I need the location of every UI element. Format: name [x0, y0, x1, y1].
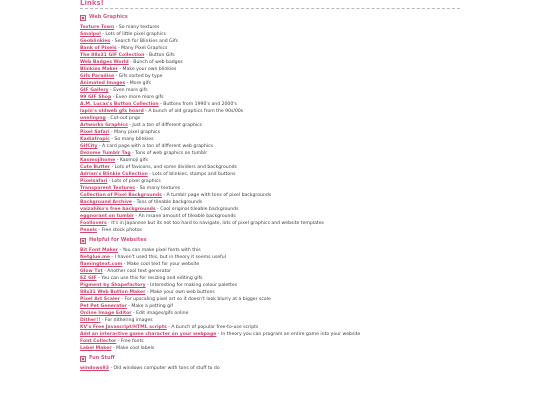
section — [80, 13, 460, 234]
link[interactable]: Dither!! — [80, 318, 101, 323]
list-item — [80, 324, 460, 331]
link[interactable]: Font Collector — [80, 339, 117, 344]
list-item — [80, 59, 460, 66]
link[interactable]: Pigment by Shapefactory — [80, 283, 146, 288]
list-item — [80, 275, 460, 282]
links-page — [80, 0, 460, 372]
list-item — [80, 94, 460, 101]
link-description: - Gifs sorted by type — [114, 74, 163, 79]
list-item — [80, 136, 460, 143]
list-item — [80, 247, 460, 254]
link-description: - Cool original tileable backgrounds — [155, 207, 239, 212]
list-item — [80, 227, 460, 234]
link-description: - Edit images/gifs online — [131, 311, 189, 316]
list-item — [80, 87, 460, 94]
list-item — [80, 206, 460, 213]
link-description: - Bunch of web badges — [128, 60, 183, 65]
section — [80, 354, 460, 372]
link[interactable]: Cute Butter — [80, 165, 111, 170]
link-description: - In theory you can program an entire game into your website — [216, 332, 361, 337]
list-item — [80, 143, 460, 150]
list-item — [80, 108, 460, 115]
section-title: Web Graphics — [89, 14, 128, 20]
link[interactable]: Label Maker — [80, 346, 112, 351]
list-item — [80, 31, 460, 38]
link-description: - A bunch of popular free-to-use scripts — [166, 325, 259, 330]
link[interactable]: Gifs Paradise — [80, 74, 115, 79]
link-description: - Old windows computer with tons of stuff to do — [108, 366, 220, 371]
section — [80, 236, 460, 352]
list-item — [80, 115, 460, 122]
list-item — [80, 338, 460, 345]
list-item — [80, 213, 460, 220]
link[interactable]: 99 GIF Shop — [80, 95, 112, 100]
list-item — [80, 296, 460, 303]
list-item — [80, 268, 460, 275]
link[interactable]: Netglue.me — [80, 255, 111, 260]
link[interactable]: Blinkies Maker — [80, 67, 118, 72]
link-description: - You can make pixel fonts with this — [118, 248, 201, 253]
link-description: - Many Pixel Graphics — [116, 46, 168, 51]
section-heading — [67, 236, 460, 245]
link-description: - For upscaling pixel art so it doesn't look blurry at a bigger scale — [119, 297, 271, 302]
link-description: - So many blinkies — [109, 137, 154, 142]
link[interactable]: Web Badges World — [80, 60, 129, 65]
list-item — [80, 66, 460, 73]
link[interactable]: Kaomojihome — [80, 158, 116, 163]
list-item — [80, 129, 460, 136]
list-item — [80, 122, 460, 129]
link[interactable]: KV's Free Javascript/HTML scripts — [80, 325, 167, 330]
list-item — [80, 157, 460, 164]
link[interactable]: Geoblinkies — [80, 39, 111, 44]
link[interactable]: Add an interactive game character on your webpage — [80, 332, 217, 337]
list-item — [80, 150, 460, 157]
section-heading — [67, 354, 460, 363]
link-list — [80, 247, 460, 352]
link-description: - Free stock photos — [96, 228, 142, 233]
link-description: - You can use this for resizing and editing gifs — [96, 276, 203, 281]
link[interactable]: flamingtext.com — [80, 262, 123, 267]
list-item — [80, 199, 460, 206]
link-description: - So many textures — [135, 186, 181, 191]
list-item — [80, 310, 460, 317]
link[interactable]: Pexels — [80, 228, 97, 233]
list-item — [80, 101, 460, 108]
link-description: - It's in Japanese but its not too hard to navigate, lots of pixel graphics and website templates — [106, 221, 324, 226]
link[interactable]: Pet Pet Generator — [80, 304, 127, 309]
link[interactable]: vaizahiko's free backgrounds — [80, 207, 156, 212]
link[interactable]: 88x31 Web Button Maker — [80, 290, 146, 295]
link[interactable]: eggnorant on tumblr — [80, 214, 134, 219]
link-description: - Lots of blinkies, stamps and buttons — [147, 172, 236, 177]
link[interactable]: Foollovers — [80, 221, 107, 226]
list-item — [80, 38, 460, 45]
link-description: - Interesting for making colour palettes — [145, 283, 238, 288]
link-description: - Buttons from 1990's and 2000's — [158, 102, 237, 107]
title-divider — [80, 8, 460, 9]
link[interactable]: Kadiatropic — [80, 137, 110, 142]
link-description: - More gifs — [125, 81, 151, 86]
link-description: - Many pixel graphics — [109, 130, 160, 135]
link-description: - Lots of pixel graphics — [107, 179, 161, 184]
link-description: - Make cool labels — [111, 346, 155, 351]
link[interactable]: Glow Txt — [80, 269, 103, 274]
link-description: - Cut-out pngs — [105, 116, 141, 121]
link[interactable]: Animated Images — [80, 81, 126, 86]
list-item — [80, 220, 460, 227]
list-item — [80, 178, 460, 185]
link[interactable]: Pixel Art Scaler — [80, 297, 120, 302]
list-item — [80, 282, 460, 289]
link-description: - A bunch of old graphics from the 90s/00s — [143, 109, 244, 114]
link-description: - For dithering images — [100, 318, 153, 323]
list-item — [80, 303, 460, 310]
list-item — [80, 317, 460, 324]
link[interactable]: Pixel Safari — [80, 130, 110, 135]
link-description: - Make your own blinkies — [117, 67, 177, 72]
link[interactable]: Online Image Editor — [80, 311, 132, 316]
link-description: - An insane amount of tileable backgrounds — [133, 214, 236, 219]
list-item — [80, 289, 460, 296]
list-item — [80, 331, 460, 338]
link-description: - Button Gifs — [144, 53, 175, 58]
link[interactable]: Pixelsafari — [80, 179, 108, 184]
link[interactable]: Artworks Graphics — [80, 123, 128, 128]
link[interactable]: Adrian's Blinkie Collection — [80, 172, 148, 177]
link[interactable]: Background Archive — [80, 200, 133, 205]
list-item — [80, 80, 460, 87]
link-description: - A card page with a ton of different web graphics — [97, 144, 214, 149]
list-item — [80, 73, 460, 80]
link[interactable]: Bank of Pixels — [80, 46, 117, 51]
link-description: - Lots of little pixel graphics — [100, 32, 166, 37]
link-description: - Tons of tileable backgrounds — [132, 200, 203, 205]
link[interactable]: Texture Town — [80, 25, 115, 30]
link-description: - Another cool text generator — [102, 269, 172, 274]
link-description: - Make cool text for your website — [122, 262, 200, 267]
link-description: - Make your own web buttons — [145, 290, 215, 295]
link[interactable]: lapin's oldweb gfx hoard — [80, 109, 144, 114]
link-description: - Make a petting gif — [126, 304, 173, 309]
link-description: - Just a ton of different graphics — [127, 123, 203, 128]
list-item — [80, 24, 460, 31]
sections-container — [80, 13, 460, 372]
list-item — [80, 45, 460, 52]
list-item — [80, 52, 460, 59]
list-item — [80, 164, 460, 171]
link-description: - Even more more gifs — [111, 95, 164, 100]
link-description: - So many textures — [114, 25, 160, 30]
link-description: - Search for Blinkies and Gifs — [110, 39, 179, 44]
link[interactable]: EZ GIF — [80, 276, 97, 281]
link[interactable]: GifCity — [80, 144, 98, 149]
link-list — [80, 365, 460, 372]
link-description: - Free fonts — [116, 339, 144, 344]
link[interactable]: onelinpng — [80, 116, 106, 121]
link[interactable]: windows93 — [80, 366, 109, 371]
link-description: - Kaomoji gifs — [115, 158, 148, 163]
link[interactable]: The 88x31 GIF Collection — [80, 53, 145, 58]
page-title: Links! — [80, 0, 104, 7]
link-description: - A tumblr page with tons of pixel backgrounds — [161, 193, 272, 198]
list-item — [80, 185, 460, 192]
link-description: - Even more gifs — [108, 88, 148, 93]
pixel-icon — [80, 238, 86, 244]
link[interactable]: Dezome Tumblr Tag — [80, 151, 131, 156]
link-list — [80, 24, 460, 234]
link-description: - Tons of web graphics on tumblr — [130, 151, 208, 156]
pixel-icon — [80, 15, 86, 21]
link[interactable]: A.M. Lucas's Button Collection — [80, 102, 159, 107]
list-item — [80, 192, 460, 199]
link[interactable]: Collection of Pixel Backgrounds — [80, 193, 162, 198]
section-title: Helpful for Websites — [89, 237, 147, 243]
list-item — [80, 254, 460, 261]
link-description: - Lots of favicons, and some dividers and backgrounds — [110, 165, 237, 170]
list-item — [80, 171, 460, 178]
section-heading — [67, 13, 460, 22]
list-item — [80, 345, 460, 352]
section-title: Fun Stuff — [89, 355, 115, 361]
link[interactable]: Bit Font Maker — [80, 248, 119, 253]
link[interactable]: GIF Gallery — [80, 88, 109, 93]
link[interactable]: Smalpol — [80, 32, 101, 37]
list-item — [80, 261, 460, 268]
pixel-icon — [80, 356, 86, 362]
list-item — [80, 365, 460, 372]
link-description: - I haven't used this, but in theory it seems useful — [110, 255, 226, 260]
link[interactable]: Transparent Textures — [80, 186, 136, 191]
